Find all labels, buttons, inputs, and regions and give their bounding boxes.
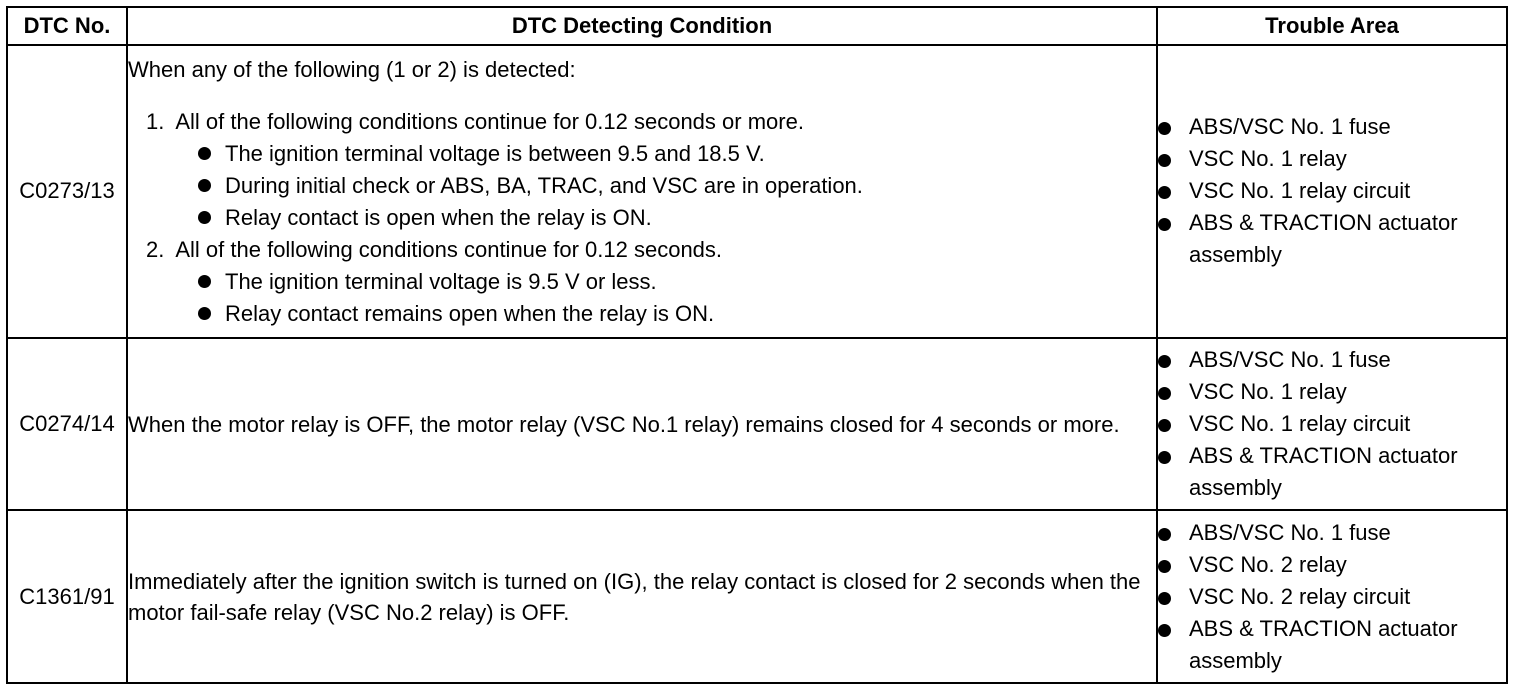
condition-subitem: Relay contact remains open when the relay is ON. [128, 298, 1156, 330]
trouble-area-item: VSC No. 1 relay circuit [1158, 408, 1506, 440]
header-dtc-no: DTC No. [7, 7, 127, 45]
condition-text: Immediately after the ignition switch is turned on (IG), the relay contact is closed for 2 seconds when the motor fail-safe relay (VSC No.2 relay) is OFF. [127, 510, 1157, 683]
bullet-icon [1158, 154, 1171, 167]
table-row [7, 338, 1507, 511]
trouble-area-item: ABS & TRACTION actuator assembly [1158, 440, 1506, 504]
bullet-icon [198, 307, 211, 320]
trouble-area-item: VSC No. 2 relay circuit [1158, 581, 1506, 613]
bullet-icon [198, 211, 211, 224]
trouble-area-cell [1157, 338, 1507, 511]
trouble-area-item: ABS & TRACTION actuator assembly [1158, 207, 1506, 271]
trouble-area-cell [1157, 45, 1507, 338]
bullet-icon [1158, 355, 1171, 368]
bullet-icon [1158, 387, 1171, 400]
bullet-icon [198, 147, 211, 160]
condition-subitem: The ignition terminal voltage is between 9.5 and 18.5 V. [128, 138, 1156, 170]
condition-item: 2. All of the following conditions continue for 0.12 seconds. [146, 237, 723, 262]
trouble-area-item: ABS/VSC No. 1 fuse [1158, 111, 1506, 143]
bullet-icon [1158, 528, 1171, 541]
trouble-area-item: VSC No. 1 relay [1158, 143, 1506, 175]
bullet-icon [198, 275, 211, 288]
trouble-area-item: ABS & TRACTION actuator assembly [1158, 613, 1506, 677]
bullet-icon [1158, 624, 1171, 637]
bullet-icon [1158, 560, 1171, 573]
trouble-area-item: VSC No. 1 relay circuit [1158, 175, 1506, 207]
condition-subitem: The ignition terminal voltage is 9.5 V or less. [128, 266, 1156, 298]
bullet-icon [1158, 419, 1171, 432]
dtc-code: C1361/91 [7, 510, 127, 683]
dtc-code: C0273/13 [7, 45, 127, 338]
dtc-code: C0274/14 [7, 338, 127, 511]
table-row [7, 45, 1507, 338]
trouble-area-cell [1157, 510, 1507, 683]
condition-subitem: Relay contact is open when the relay is ON. [128, 202, 1156, 234]
header-row [7, 7, 1507, 45]
condition-text: When the motor relay is OFF, the motor relay (VSC No.1 relay) remains closed for 4 seconds or more. [127, 338, 1157, 511]
condition-item: 1. All of the following conditions continue for 0.12 seconds or more. [146, 109, 804, 134]
header-condition: DTC Detecting Condition [127, 7, 1157, 45]
bullet-icon [198, 179, 211, 192]
bullet-icon [1158, 186, 1171, 199]
bullet-icon [1158, 122, 1171, 135]
table-row [7, 510, 1507, 683]
bullet-icon [1158, 218, 1171, 231]
trouble-area-item: VSC No. 2 relay [1158, 549, 1506, 581]
dtc-table [6, 6, 1508, 684]
condition-subitem: During initial check or ABS, BA, TRAC, and VSC are in operation. [128, 170, 1156, 202]
bullet-icon [1158, 451, 1171, 464]
condition-intro: When any of the following (1 or 2) is detected: [128, 57, 576, 82]
header-trouble-area: Trouble Area [1157, 7, 1507, 45]
condition-cell [127, 45, 1157, 338]
bullet-icon [1158, 592, 1171, 605]
trouble-area-item: ABS/VSC No. 1 fuse [1158, 517, 1506, 549]
trouble-area-item: ABS/VSC No. 1 fuse [1158, 344, 1506, 376]
trouble-area-item: VSC No. 1 relay [1158, 376, 1506, 408]
